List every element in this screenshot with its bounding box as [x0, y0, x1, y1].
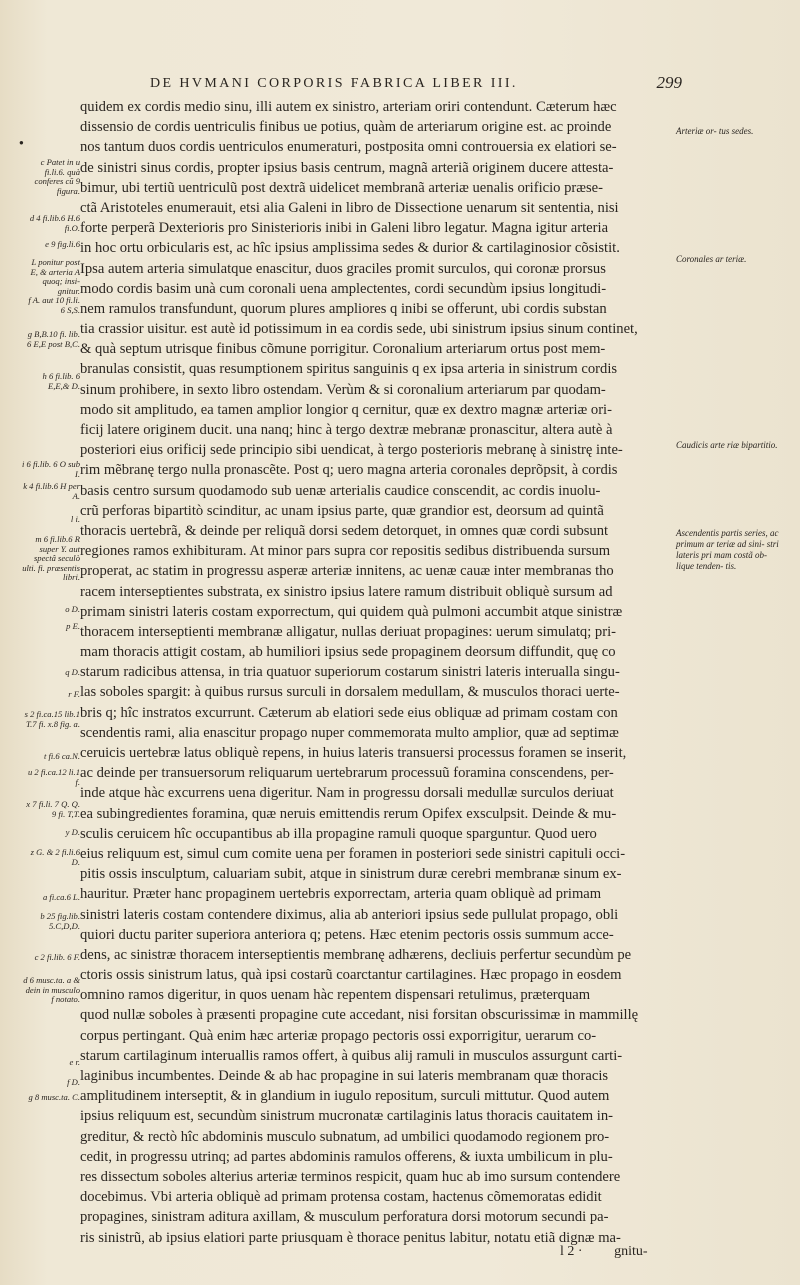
text-line: docebimus. Vbi arteria obliquè ad primam protensa costam, hactenus cõmemoratas edidit — [80, 1189, 602, 1206]
text-line: tia crassior uisitur. est autè id potissimum in ea cordis sede, ubi sinistrum ipsius sinum continet, — [80, 321, 638, 338]
text-line: posteriori eius orificij sede principio sibi uendicat, à tergo posterioris mebranę à sinistrę inte- — [80, 442, 623, 459]
signature-mark: l 2 · — [560, 1244, 583, 1259]
text-line: primam sinistri lateris costam exporrectum, qui quidem quà pulmoni accumbit atque sinistræ — [80, 603, 623, 620]
text-line: ipsius reliquum est, secundùm sinistrum mucronatæ cartilaginis latus thoracis cauitatem in- — [80, 1108, 613, 1125]
left-margin-note: L ponitur post E, & arteria A quoq; insi- gnitur. — [30, 257, 80, 296]
text-line: propagines, sinistram aditura axillam, & musculum perforatura dorsi motorum secundi pa- — [80, 1209, 609, 1226]
text-line: bimur, ubi tertiũ uentriculũ post dextrã uidelicet membranã arteriæ uenalis orificio præse- — [80, 179, 604, 196]
text-line: mam thoracis attigit costam, ab humiliori ipsius sede propaginem deorsum diffundit, quę co — [80, 644, 616, 661]
text-line: rim mẽbranę tergo nulla pronascẽte. Post q; uero magna arteria coronales deprõpsit, à cordis — [80, 462, 618, 479]
left-margin-note: g 8 musc.ta. C. — [28, 1092, 80, 1102]
text-line: racem interseptientes substrata, ex sinistro ipsius latere ramum distribuit obliquè sursum ad — [80, 583, 613, 600]
text-line: ceruicis uertebræ latus obliquè repens, in huius lateris transuersi processus foramen se inserit, — [80, 745, 627, 761]
text-line: greditur, & rectò hîc abdominis musculo subnatum, ad umbilici quodamodo regionem pro- — [80, 1128, 610, 1145]
left-margin-note: e r. — [69, 1057, 80, 1067]
text-line: quiori ductu pariter superiora anteriora q; petens. Hæc etenim pectoris ossis summum acce- — [80, 926, 614, 943]
text-line: ctã Aristoteles enumerauit, etsi alia Galeni in libro de Dissectione uenarum sit sententia, nisi — [80, 199, 619, 216]
left-margin-note: d 4 fi.lib.6 H.6 fi.O. — [29, 213, 80, 233]
text-line: inde atque hàc excurrens uena digeritur. Nam in progressu dorsali medullæ surculos deriuat — [80, 785, 614, 802]
left-margin-note: y D. — [65, 827, 80, 837]
left-margin-note: e 9 fig.li.6 — [45, 239, 80, 249]
text-line: modo sit amplitudo, ea tamen amplior longior q cernitur, quæ ex dextro magnæ arteriæ ori- — [80, 401, 612, 418]
text-line: nem ramulos transfundunt, quorum plures ampliores q inibi se offerunt, ubi cordis substan — [80, 300, 607, 317]
text-line: bris q; hîc instratos excurrunt. Cæterum ab elatiori sede eius obliquæ ad primam costam con — [80, 704, 618, 721]
left-margin-note: f D. — [67, 1077, 80, 1087]
text-line: nos tantum duos cordis uentriculos enumeraturi, postposita omni controuersia ex elatiori se- — [80, 139, 617, 156]
text-line: quod nullæ soboles à præsenti propagine cute accedant, nisi forsitan obscurissimæ in mammillę — [80, 1007, 639, 1024]
text-line: starum radicibus attensa, in tria quatuor superiorum costarum sinistri lateris interualla singu- — [80, 664, 620, 681]
left-margin-note: c 2 fi.lib. 6 F. — [34, 952, 80, 962]
text-line: cedit, in progressu utrinq; ad partes abdominis ramulos offerens, & iuxta umbilicum in plu- — [80, 1148, 613, 1165]
margin-bullet: ● — [19, 138, 24, 147]
left-margin-note: d 6 musc.ta. a & dein in musculo f notato. — [23, 975, 80, 1005]
right-margin-note: Caudicis arte riæ bipartitio. — [676, 440, 778, 450]
text-line: thoracis uertebrã, & deinde per reliquã dorsi sedem detorquet, in omnes quæ cordi subsunt — [80, 522, 609, 539]
text-line: pitis ossis insculptum, caluariam subit, atque in sinistrum duræ cerebri membranæ sinum ex- — [80, 866, 622, 883]
text-line: sinistri lateris costam contendere diximus, alia ab anteriori ipsius sede pullulat propago, obli — [80, 906, 619, 923]
text-line: dissensio de cordis uentriculis finibus ue potius, quàm de arteriarum origine est. ac proinde — [80, 119, 612, 136]
catchword: gnitu- — [614, 1244, 648, 1259]
text-line: dens, ac sinistræ thoracem interseptientis membranę adhærens, decliuis perfertur secundùm pe — [80, 946, 632, 963]
left-margin-note: i 6 fi.lib. 6 O sub I. — [22, 459, 81, 479]
text-line: crũ perforas bipartitò scinditur, ac unam ipsius parte, quæ grandior est, deorsum ad quintã — [80, 502, 604, 519]
left-margin-note: b 25 fig.lib. 5.C,D,D. — [40, 911, 80, 931]
left-margin-note: r F. — [68, 689, 80, 699]
text-line: ctoris ossis sinistrum latus, quà ipsi costarũ coarctantur cartilagines. Hæc propago in eosdem — [80, 967, 622, 984]
text-line: las soboles spargit: à quibus rursus surculi in dorsalem medullam, & musculos thoraci uerte- — [80, 684, 620, 701]
right-margin-note: Arteriæ or- tus sedes. — [676, 126, 754, 136]
text-line: eius reliquum est, simul cum comite uena per foramen in posteriori sede sinistri capituli occi- — [80, 845, 626, 862]
left-margin-note: p E. — [66, 621, 80, 631]
text-line: thoracem interseptienti membranæ alligatur, nullas deriuat propagines: uerum simulatq; pri- — [80, 623, 616, 640]
page-number: 299 — [656, 73, 682, 92]
left-margin-note: z G. & 2 fi.li.6 D. — [30, 847, 80, 867]
catchword-line — [560, 1244, 648, 1260]
text-line: branulas consistit, quas resumptionem spiritus sanguinis q ex ipsa arteria in sinistrum cordis — [80, 361, 618, 378]
text-line: sculis ceruicem hîc occupantibus ab illa propagine ramuli quoque sparguntur. Quod uero — [80, 825, 597, 842]
text-line: starum cartilaginum interuallis ramos offert, à quibus alij ramuli in musculos assurgunt carti- — [80, 1047, 623, 1064]
text-line: ea subingredientes foramina, quæ neruis emittendis rerum Opifex exsculpsit. Deinde & mu- — [80, 805, 617, 822]
page-header — [150, 73, 682, 98]
left-margin-note: f A. aut 10 fi.li. 6 S,S. — [28, 295, 80, 315]
left-margin-note: t fi.6 ca.N. — [43, 751, 80, 761]
left-margin-note: x 7 fi.li. 7 Q. Q. 9 fi. T,T. — [26, 799, 80, 819]
text-line: ac deinde per transuersorum reliquarum uertebrarum processuũ foramina conscendens, per- — [80, 765, 614, 782]
body-text — [80, 97, 670, 1248]
text-line: omnino ramos digeritur, in quos uenam hàc repentem dispensari retulimus, præterquam — [80, 987, 591, 1004]
text-line: de sinistri sinus cordis, propter ipsius basis centrum, magnã arteriã originem ducere attesta- — [80, 159, 614, 176]
left-margin-note: c Patet in u fi.li.6. quà conferes cũ 9 figura. — [34, 157, 80, 196]
left-margin-note: l i. — [70, 514, 80, 524]
left-margin-note: s 2 fi.ca.15 lib.1 T.7 fi. x.8 fig. a. — [24, 709, 80, 729]
text-line: Ipsa autem arteria simulatque enascitur, duos graciles promit surculos, qui coronæ prorsus — [80, 260, 606, 277]
text-line: ficij latere originem ducit. una nanq; hinc à tergo dextræ mebranæ pronascitur, altera autè à — [80, 422, 613, 438]
text-line: & quà septum utrisque finibus cõmune porrigitur. Coronalium arteriarum ortus post mem- — [80, 341, 606, 358]
left-margin-note: q D. — [65, 667, 80, 677]
text-line: regiones ramos exhibituram. At minor pars supra cor repositis sedibus distribuenda sursum — [80, 543, 611, 560]
left-margin-note: o D. — [65, 604, 80, 614]
text-line: scendentis rami, alia enascitur propago nuper commemorata multo amplior, quæ ad septimæ — [80, 724, 619, 741]
right-margin-note: Coronales ar teriæ. — [676, 254, 747, 264]
text-line: quidem ex cordis medio sinu, illi autem ex sinistro, arteriam oriri contendunt. Cæterum hæc — [80, 99, 617, 115]
text-line: in hoc ortu orbicularis est, ac hîc ipsius amplissima sedes & durior & cartilaginosior cõsistit. — [80, 240, 620, 257]
text-line: amplitudinem interseptit, & in glandium in iugulo repositum, surculi mittutur. Quod autem — [80, 1088, 610, 1105]
text-line: laginibus incumbentes. Deinde & ab hac propagine in sui lateris membranam quæ thoracis — [80, 1068, 609, 1084]
text-line: forte perperã Dexterioris pro Sinisterioris inibi in Galeni libro legatur. Magna igitur arteria — [80, 220, 609, 237]
running-title: DE HVMANI CORPORIS FABRICA LIBER III. — [150, 76, 518, 91]
text-line: hauritur. Præter hanc propaginem uertebris exporrectam, arteria quam obliquè ad primam — [80, 886, 602, 903]
left-margin-note: u 2 fi.ca.12 li.1 f. — [27, 767, 80, 787]
left-margin-note: k 4 fi.lib.6 H per A. — [23, 481, 80, 501]
text-line: ris sinistrũ, ab ipsius elatiori parte priusquam è thorace penitus labitur, notatu etiã dignæ ma- — [80, 1229, 621, 1246]
left-margin-note: a fi.ca.6 L. — [42, 892, 80, 902]
text-line: basis centro sursum quodamodo sub uenæ arterialis caudice conscendit, ac cordis inuolu- — [80, 482, 601, 499]
text-line: modo cordis basim unà cum coronali uena amplectentes, cordi secundùm ipsius longitudi- — [80, 280, 607, 297]
text-line: properat, ac statim in progressu asperæ arteriæ innitens, ac uenæ cauæ inter membranas tho — [80, 563, 614, 580]
left-margin-note: g B,B.10 fi. lib. 6 E,E post B,C. — [27, 329, 80, 349]
left-margin-note: h 6 fi.lib. 6 E,E,& D. — [42, 371, 80, 391]
right-margin-note: Ascendentis partis series, ac primum ar teriæ ad sini- stri lateris pri mam costã ob- lique tenden- tis. — [676, 528, 779, 571]
text-line: corpus pertingant. Quà enim hæc arteriæ propago pectoris ossi exporrigitur, uerarum co- — [80, 1027, 597, 1044]
text-line: sinum prohibere, in sexto libro ostendam. Verùm & si coronalium arteriarum par quodam- — [80, 381, 606, 398]
left-margin-note: m 6 fi.lib.6 R super Y. aut spectâ seculò ulti. fi. præsentis libri. — [22, 534, 80, 583]
text-line: res dissectum soboles alterius arteriæ terminos respicit, quam huc ab imo sursum contendere — [80, 1168, 621, 1185]
